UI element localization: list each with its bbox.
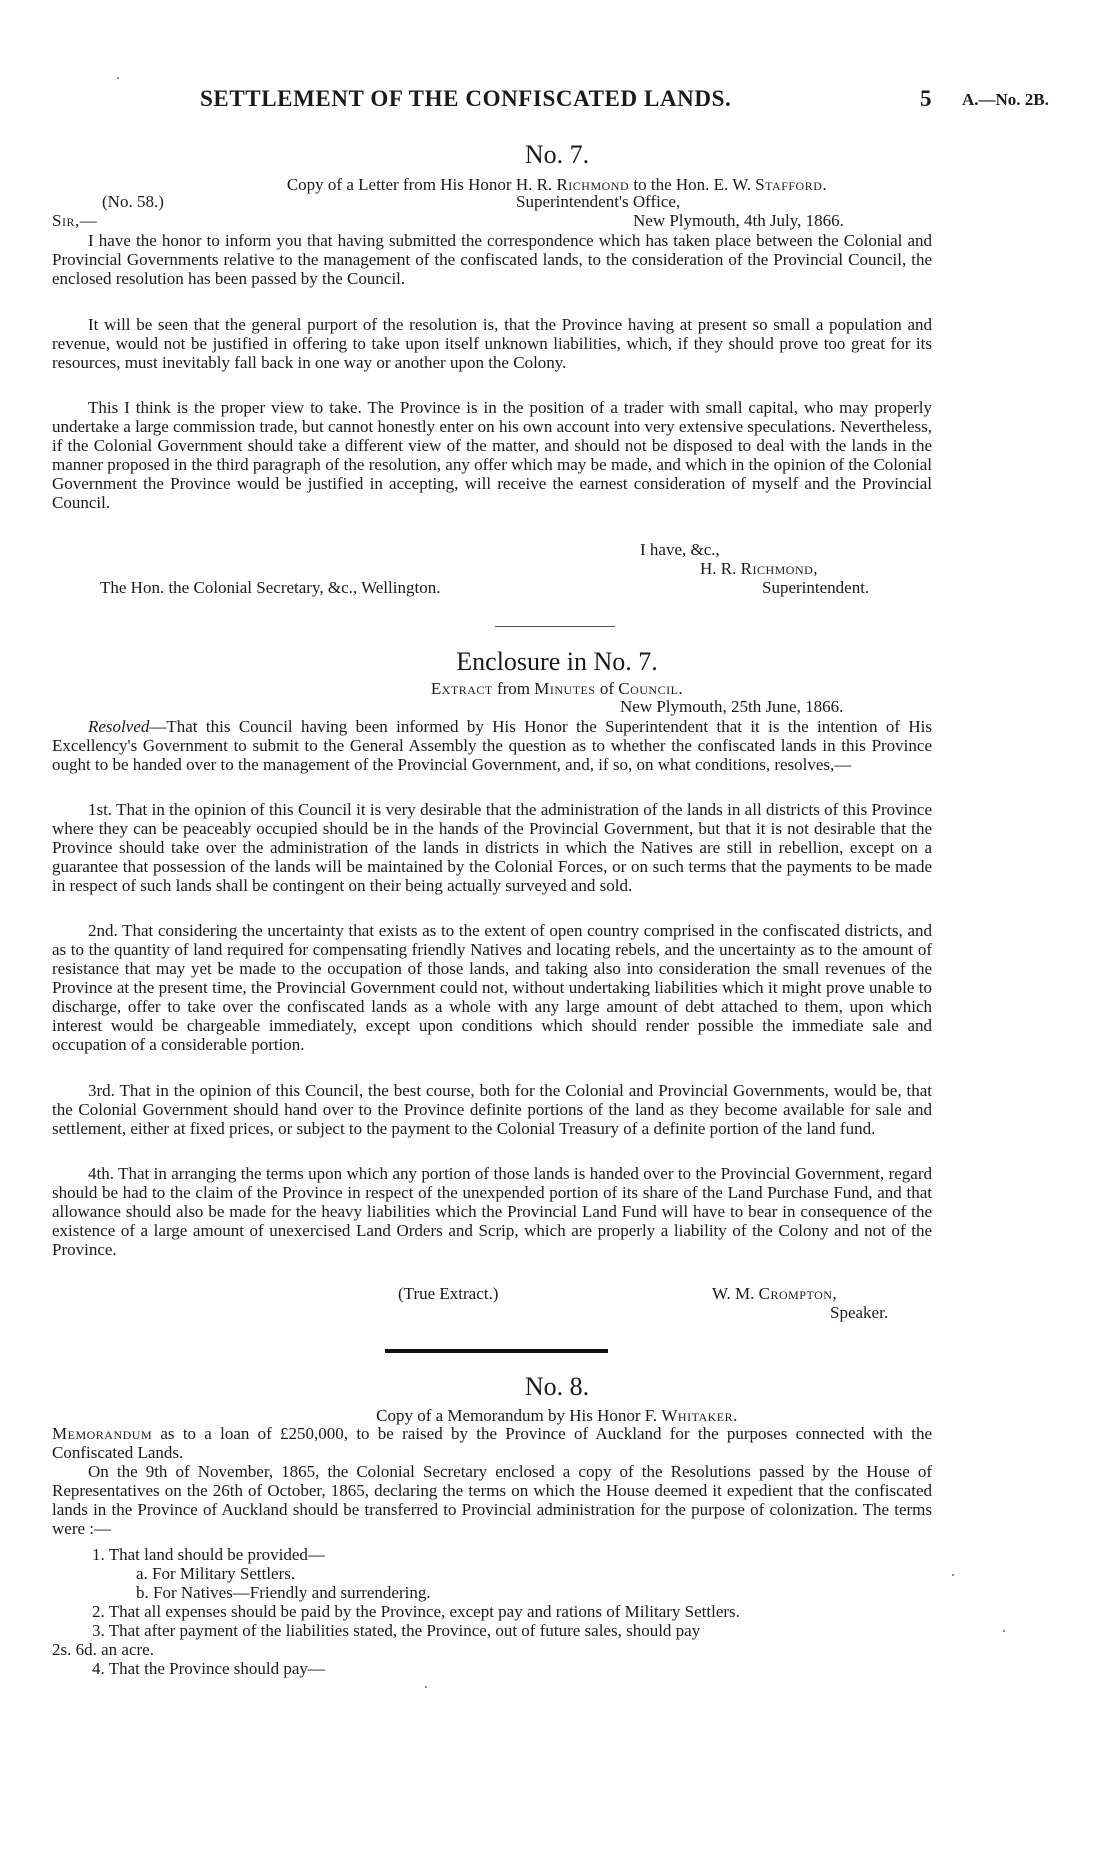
scan-speck — [117, 77, 119, 79]
enclosure-signer-initials: W. M. — [712, 1284, 755, 1303]
enclosure-paragraph-2nd: 2nd. That considering the uncertainty that exists as to the extent of open country comprised in the confiscated districts, and as to the quantity of land required for compensating friendly Natives and locating rebels, and the uncertainty as to the amount of resistance that may yet be made to the occupation of those lands, and taking also into consideration the small revenues of the Province at the present time, the Provincial Government could not, without undertaking liabilities which it might prove unable to discharge, offer to take over the confiscated lands as a whole with any large amount of debt attached to them, upon which interest would be chargeable immediately, except upon conditions which should render possible the immediate sale and occupation of a considerable portion. — [52, 921, 932, 1054]
no7-subtitle-name2: Stafford. — [755, 175, 828, 194]
enclosure-resolved — [52, 717, 932, 774]
no7-addressee: The Hon. the Colonial Secretary, &c., Wellington. — [100, 578, 441, 597]
no8-subtitle — [0, 1406, 1114, 1426]
no8-memorandum — [52, 1424, 932, 1462]
no8-heading: No. 8. — [524, 1372, 590, 1401]
no7-paragraph-3: This I think is the proper view to take. The Province is in the position of a trader with small capital, who may properly undertake a large commission trade, but cannot honestly enter on his own account into very extensive speculations. Nevertheless, if the Colonial Government should take a different view of the matter, and should not be disposed to deal with the lands in the manner proposed in the third paragraph of the resolution, any offer which may be made, and which in the opinion of the Colonial Government the Province would be justified in accepting, will receive the earnest consideration of myself and the Provincial Council. — [52, 398, 932, 512]
memo-text: as to a loan of £250,000, to be raised by the Province of Auckland for the purposes connected with the Confiscated Lands. — [52, 1424, 933, 1462]
section-divider — [495, 626, 615, 627]
enclosure-heading: Enclosure in No. 7. — [456, 647, 658, 676]
no8-paragraph-1: On the 9th of November, 1865, the Colonial Secretary enclosed a copy of the Resolutions passed by the House of Representatives on the 26th of October, 1865, declaring the terms on which the House deemed it expedient that the confiscated lands in the Province of Auckland should be transferred to Provincial administration for the purpose of colonization. The terms were :— — [52, 1462, 932, 1538]
no7-signer-initials: H. R. — [700, 559, 737, 578]
document-reference: A.—No. 2B. — [962, 90, 1049, 109]
enclosure-subtitle — [0, 679, 1114, 699]
no7-paragraph-1: I have the honor to inform you that having submitted the correspondence which has taken place between the Colonial and Provincial Governments relative to the management of the confiscated lands, to the consideration of the Provincial Council, the enclosed resolution has been passed by the Council. — [52, 231, 932, 288]
no7-place-date: New Plymouth, 4th July, 1866. — [633, 211, 844, 230]
running-header-title: SETTLEMENT OF THE CONFISCATED LANDS. — [200, 86, 732, 111]
no7-salutation: Sir,— — [52, 211, 98, 230]
no7-paragraph-2: It will be seen that the general purport of the resolution is, that the Province having at present so small a population and revenue, would not be justified in offering to take upon itself unknown liabilities, which, if they should prove too great for its resources, must inevitably fall back in one way or another upon the Colony. — [52, 315, 932, 372]
true-extract-label: (True Extract.) — [398, 1284, 499, 1303]
page-number: 5 — [920, 86, 932, 111]
term-2: 2. That all expenses should be paid by the Province, except pay and rations of Military Settlers. — [92, 1602, 740, 1621]
no7-heading: No. 7. — [524, 140, 590, 169]
enclosure-subtitle-of: of — [599, 679, 614, 698]
enclosure-subtitle-from: from — [496, 679, 531, 698]
enclosure-paragraph-4th: 4th. That in arranging the terms upon which any portion of those lands is handed over to the Provincial Government, regard should be had to the claim of the Province in respect of the unexpended portion of its share of the Land Purchase Fund, and that allowance should also be made for the heavy liabilities which the Provincial Land Fund will have to bear in consequence of the existence of a large amount of unexercised Land Orders and Scrip, which are properly a liability of the Colony and not of the Province. — [52, 1164, 932, 1259]
enclosure-signer-title: Speaker. — [830, 1303, 889, 1322]
term-3-cont: 2s. 6d. an acre. — [52, 1640, 154, 1659]
scan-speck — [425, 1686, 427, 1688]
no7-office: Superintendent's Office, — [516, 192, 681, 211]
no7-subtitle-prefix: Copy of a Letter from His Honor H. R. — [286, 175, 553, 194]
enclosure-signer — [712, 1285, 837, 1304]
term-1b: b. For Natives—Friendly and surrendering. — [136, 1583, 431, 1602]
no7-closing: I have, &c., — [640, 540, 720, 559]
scan-speck — [952, 1574, 954, 1576]
resolved-text: —That this Council having been informed by His Honor the Superintendent that it is the intention of His Excellency's Government to submit to the General Assembly the question as to whether the confiscated lands in this Province ought to be handed over to the management of the Provincial Government, and, if so, on what conditions, resolves,— — [52, 717, 932, 774]
no7-subtitle-name: Richmond — [556, 175, 630, 194]
no7-signer-title: Superintendent. — [762, 578, 870, 597]
enclosure-subtitle-council: Council. — [618, 679, 684, 698]
enclosure-signer-name: Crompton, — [758, 1284, 838, 1303]
enclosure-place-date: New Plymouth, 25th June, 1866. — [620, 697, 844, 716]
enclosure-subtitle-minutes: Minutes — [534, 679, 596, 698]
term-3: 3. That after payment of the liabilities stated, the Province, out of future sales, should pay — [92, 1621, 701, 1640]
no8-subtitle-prefix: Copy of a Memorandum by His Honor F. — [376, 1406, 658, 1425]
scan-speck — [1003, 1630, 1005, 1632]
no7-subtitle-mid: to the Hon. E. W. — [633, 175, 751, 194]
term-1: 1. That land should be provided— — [92, 1545, 325, 1564]
term-4: 4. That the Province should pay— — [92, 1659, 325, 1678]
no8-subtitle-name: Whitaker. — [661, 1406, 738, 1425]
no7-signer-name: Richmond, — [740, 559, 819, 578]
no7-signer — [700, 560, 818, 579]
section-divider-thick — [385, 1349, 608, 1353]
enclosure-subtitle-extract: Extract — [430, 679, 493, 698]
memo-label: Memorandum — [52, 1424, 153, 1443]
term-1a: a. For Military Settlers. — [136, 1564, 296, 1583]
resolved-label: Resolved — [88, 717, 150, 736]
enclosure-paragraph-3rd: 3rd. That in the opinion of this Council, the best course, both for the Colonial and Provincial Governments, would be, that the Colonial Government should hand over to the Province definite portions of the land as they become available for sale and settlement, either at fixed prices, or subject to the payment to the Colonial Treasury of a definite portion of the land fund. — [52, 1081, 932, 1138]
enclosure-paragraph-1st: 1st. That in the opinion of this Council it is very desirable that the administration of the lands in all districts of this Province where they can be peaceably occupied should be in the hands of the Provincial Government, but that it is not desirable that the Province should take over the administration of the lands in districts in which the Natives are still in rebellion, except on a guarantee that possession of the lands will be maintained by the Colonial Forces, or on such terms that the payments to be made in respect of such lands shall be contingent on their being actually surveyed and sold. — [52, 800, 932, 895]
no8-terms-list — [52, 1545, 740, 1678]
no7-ref-no: (No. 58.) — [102, 192, 164, 211]
